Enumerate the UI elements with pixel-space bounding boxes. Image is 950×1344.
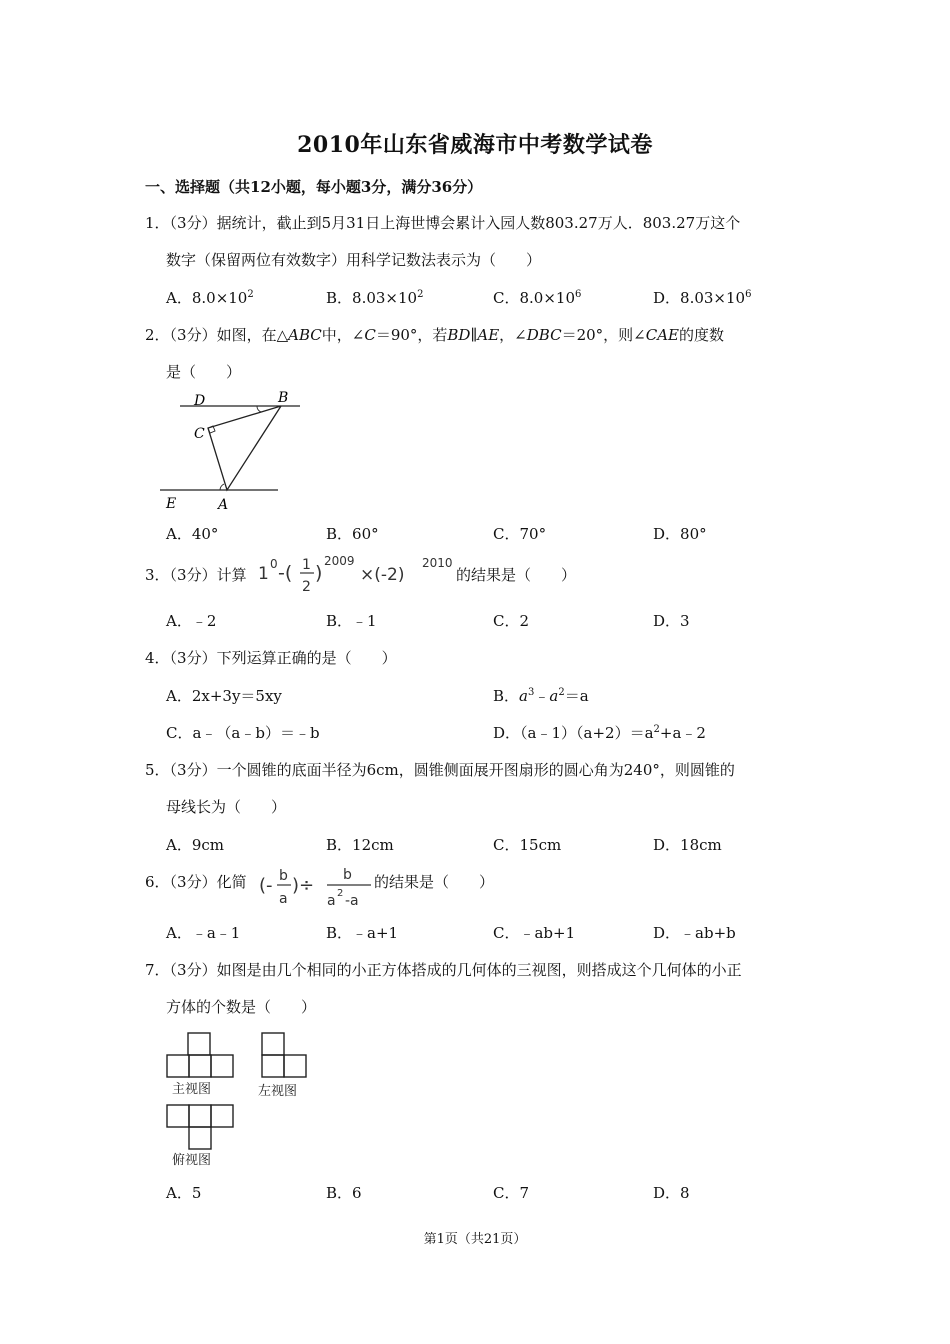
svg-text:2010: 2010 <box>422 556 453 570</box>
section-heading: 一、选择题（共12小题，每小题3分，满分36分） <box>145 178 483 196</box>
label-b: B <box>278 390 289 406</box>
svg-text:b: b <box>343 867 352 883</box>
q1-line2: 数字（保留两位有效数字）用科学记数法表示为（ ） <box>166 251 542 269</box>
q5-option-c: C．15cm <box>493 836 562 854</box>
svg-text:): ) <box>315 562 323 584</box>
q5-line1: 5．（3分）一个圆锥的底面半径为6cm，圆锥侧面展开图扇形的圆心角为240°，则圆锥的 <box>145 761 735 779</box>
page-title: 2010年山东省威海市中考数学试卷 <box>297 132 653 158</box>
svg-text:-(: -( <box>278 562 293 584</box>
q1-line1: 1．（3分）据统计，截止到5月31日上海世博会累计入园人数803.27万人．803.27万这个 <box>145 214 741 232</box>
q3-prefix: 3．（3分）计算 <box>145 566 247 584</box>
q7-option-b: B．6 <box>326 1184 362 1202</box>
q3-option-b: B．﹣1 <box>326 612 377 630</box>
q6-prefix: 6．（3分）化简 <box>145 873 247 891</box>
q2-line2: 是（ ） <box>166 363 242 381</box>
svg-text:a: a <box>327 893 336 909</box>
q2-line1: 2．（3分）如图，在△ABC中，∠C＝90°，若BD∥AE，∠DBC＝20°，则∠CAE的度数 <box>145 326 724 344</box>
q7-option-c: C．7 <box>493 1184 530 1202</box>
q7-three-views-figure <box>164 1030 314 1170</box>
label-e: E <box>166 496 177 512</box>
q4-option-a: A．2x+3y＝5xy <box>166 687 282 705</box>
q3-expression <box>256 551 456 597</box>
q6-suffix: 的结果是（ ） <box>374 873 495 891</box>
svg-text:2: 2 <box>337 888 344 899</box>
q2-option-d: D．80° <box>653 525 707 543</box>
q2-option-c: C．70° <box>493 525 547 543</box>
q4-line: 4．（3分）下列运算正确的是（ ） <box>145 649 397 667</box>
svg-text:-a: -a <box>345 893 359 909</box>
q7-line2: 方体的个数是（ ） <box>166 998 317 1016</box>
q4-option-c: C．a﹣（a﹣b）＝﹣b <box>166 724 320 742</box>
q2-option-b: B．60° <box>326 525 379 543</box>
top-view-label: 俯视图 <box>172 1153 212 1168</box>
svg-text:1: 1 <box>258 564 269 584</box>
label-c: C <box>194 426 205 442</box>
svg-text:(-: (- <box>259 875 273 896</box>
q1-option-c: C．$8.0\times 10^6$ <box>493 289 582 307</box>
q6-expression <box>257 861 375 913</box>
q1-option-b: B．$8.03\times 10^2$ <box>326 289 424 307</box>
q2-triangle-figure <box>160 388 300 516</box>
q1-option-d: D．$8.03\times 10^6$ <box>653 289 752 307</box>
q5-line2: 母线长为（ ） <box>166 798 287 816</box>
svg-text:0: 0 <box>270 557 278 571</box>
front-view-label: 主视图 <box>172 1082 212 1097</box>
svg-text:1: 1 <box>302 557 311 573</box>
svg-text:2009: 2009 <box>324 554 355 568</box>
q4-option-b: B．$a^3﹣a^2=a$ <box>493 687 589 705</box>
q6-option-d: D．﹣ab+b <box>653 924 736 942</box>
q6-option-b: B．﹣a+1 <box>326 924 399 942</box>
q4-option-d: D．$(a﹣1)(a+2)=a^2+a﹣2$ <box>493 724 706 742</box>
q2-option-a: A．40° <box>166 525 219 543</box>
q3-option-a: A．﹣2 <box>166 612 217 630</box>
svg-text:)÷: )÷ <box>292 875 315 896</box>
label-d: D <box>194 393 206 409</box>
q7-line1: 7．（3分）如图是由几个相同的小正方体搭成的几何体的三视图，则搭成这个几何体的小正 <box>145 961 742 979</box>
svg-text:a: a <box>279 891 288 907</box>
q5-option-d: D．18cm <box>653 836 722 854</box>
page-footer: 第1页（共21页） <box>423 1232 527 1247</box>
svg-text:×(-2): ×(-2) <box>360 565 405 585</box>
q3-option-d: D．3 <box>653 612 690 630</box>
q3-option-c: C．2 <box>493 612 530 630</box>
q5-option-a: A．9cm <box>166 836 225 854</box>
q6-option-a: A．﹣a﹣1 <box>166 924 241 942</box>
q5-option-b: B．12cm <box>326 836 394 854</box>
left-view-label: 左视图 <box>258 1084 298 1099</box>
svg-text:b: b <box>279 868 288 884</box>
svg-text:2: 2 <box>302 579 311 595</box>
q6-option-c: C．﹣ab+1 <box>493 924 576 942</box>
q1-option-a: A．$8.0\times 10^2$ <box>166 289 254 307</box>
q7-option-d: D．8 <box>653 1184 690 1202</box>
q7-option-a: A．5 <box>166 1184 202 1202</box>
label-a: A <box>218 497 229 513</box>
q3-suffix: 的结果是（ ） <box>456 566 577 584</box>
